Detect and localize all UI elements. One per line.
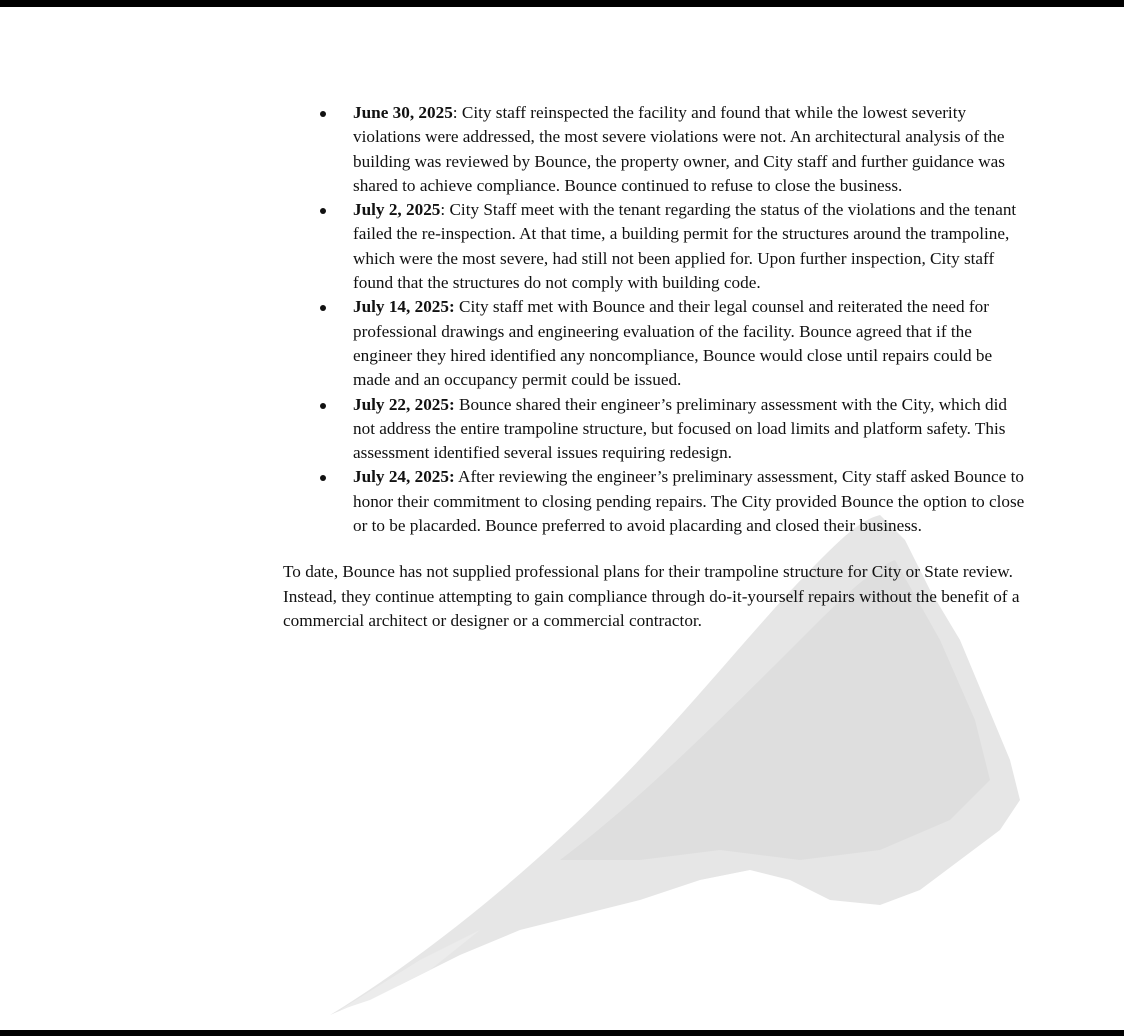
- event-date: June 30, 2025: [353, 103, 453, 122]
- document-body: [283, 101, 1043, 650]
- timeline-item: [353, 393, 1033, 466]
- closing-paragraph: To date, Bounce has not supplied professional plans for their trampoline structure for City or State review. Instead, they continue attempting to gain compliance through do-it-yourself repairs without the benefit of a commercial architect or designer or a commercial contractor.: [283, 562, 1020, 630]
- event-text: City Staff meet with the tenant regarding the status of the violations and the tenant failed the re-inspection. At that time, a building permit for the structures around the trampoline, which were the most severe, had still not been applied for. Upon further inspection, City staff found that the structures do not comply with building code.: [353, 200, 1017, 293]
- event-date: July 2, 2025: [353, 200, 441, 220]
- event-separator: :: [452, 103, 458, 122]
- timeline-item: [353, 465, 1033, 538]
- event-text: After reviewing the engineer’s preliminary assessment, City staff asked Bounce to honor their commitment to closing pending repairs. The City provided Bounce the option to close or to be placarded. Bounce preferred to avoid placarding and closed their business.: [353, 467, 1025, 536]
- bottom-border: [0, 1030, 1124, 1036]
- event-text: City staff reinspected the facility and found that while the lowest severity violations were addressed, the most severe violations were not. An architectural analysis of the building was reviewed by Bounce, the property owner, and City staff and further guidance was shared to achieve compliance. Bounce continued to refuse to close the business.: [353, 103, 1005, 195]
- event-date: July 22, 2025:: [353, 394, 455, 414]
- timeline-item: [353, 198, 1033, 295]
- event-text: City staff met with Bounce and their legal counsel and reiterated the need for professional drawings and engineering evaluation of the facility. Bounce agreed that if the engineer they hired identified any noncompliance, Bounce would close until repairs could be made and an occupancy permit could be issued.: [353, 297, 993, 390]
- event-date: July 24, 2025:: [353, 467, 455, 487]
- timeline-item: [353, 101, 1033, 198]
- event-separator: :: [440, 200, 446, 220]
- timeline-list: [283, 101, 1033, 538]
- event-text: Bounce shared their engineer’s preliminary assessment with the City, which did not address the entire trampoline structure, but focused on load limits and platform safety. This assessment identified several issues requiring redesign.: [353, 394, 1007, 463]
- timeline-item: [353, 295, 1033, 392]
- event-date: July 14, 2025:: [353, 297, 455, 317]
